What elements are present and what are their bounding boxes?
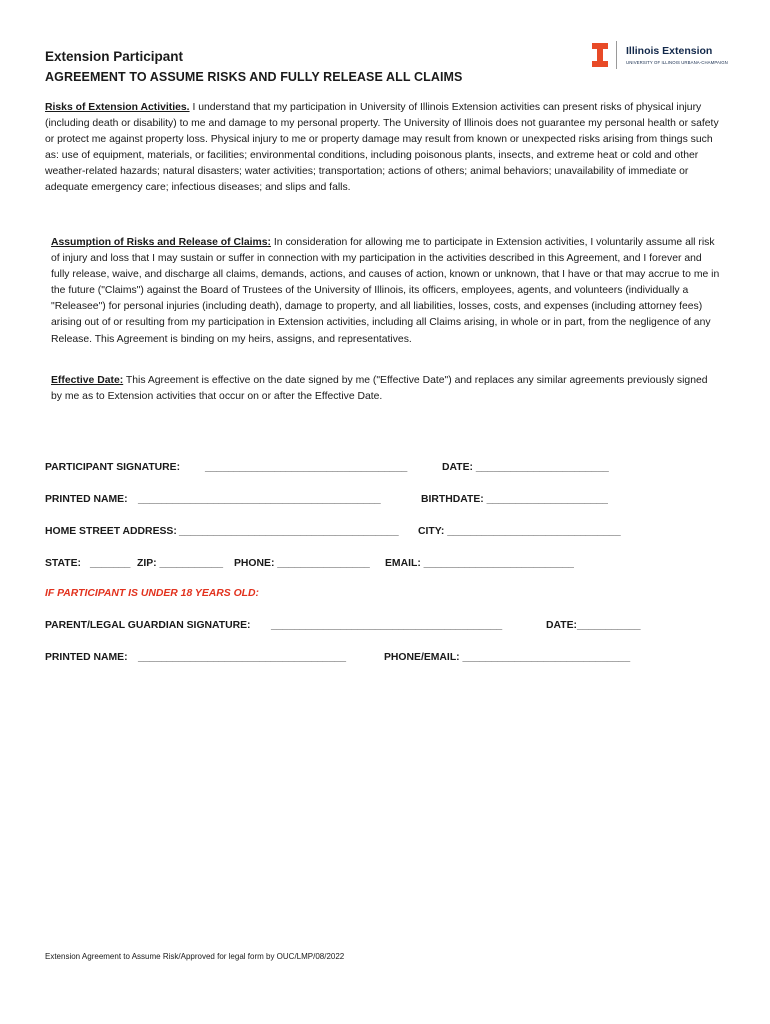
parent-date-field[interactable]: DATE:___________ bbox=[546, 620, 641, 631]
document-title bbox=[45, 48, 462, 86]
parent-printed-name-field[interactable]: ____________________________________ bbox=[138, 652, 347, 663]
title-line-2: AGREEMENT TO ASSUME RISKS AND FULLY RELEASE ALL CLAIMS bbox=[45, 70, 463, 84]
logo-divider bbox=[616, 41, 617, 69]
effective-date-label: Effective Date: bbox=[51, 375, 124, 386]
risks-paragraph bbox=[45, 100, 725, 197]
title-line-1: Extension Participant bbox=[45, 49, 184, 64]
logo-subline: UNIVERSITY OF ILLINOIS URBANA-CHAMPAIGN bbox=[626, 60, 728, 65]
state-field[interactable]: _______ bbox=[90, 558, 131, 569]
illinois-extension-logo bbox=[592, 41, 732, 71]
city-field[interactable]: CITY: ______________________________ bbox=[418, 526, 621, 537]
state-label: STATE: bbox=[45, 558, 81, 569]
risks-text: I understand that my participation in University of Illinois Extension activities can present risks of physical injury (including death or disability) to me and damage to my personal property. The University of Illinois does not guarantee my personal health or safety or protect me against property loss. Physical injury to me or property damage may result from known or unexpected risks arising from things such as: use of equipment, materials, or facilities; environmental conditions, including poisonous plants, insects, and extreme heat or cold and other weather-related hazards; natural disasters; water activities; transportation; actions of others; animal behaviors; unavailability of immediate or adequate emergency care; infectious diseases; and slips and falls. bbox=[45, 102, 719, 194]
email-field[interactable]: EMAIL: __________________________ bbox=[385, 558, 574, 569]
phone-field[interactable]: PHONE: ________________ bbox=[234, 558, 370, 569]
parent-phone-email-field[interactable]: PHONE/EMAIL: _____________________________ bbox=[384, 652, 631, 663]
assumption-paragraph bbox=[51, 235, 721, 348]
parent-signature-label: PARENT/LEGAL GUARDIAN SIGNATURE: bbox=[45, 620, 251, 631]
home-street-address-field[interactable]: ______________________________________ bbox=[179, 526, 399, 537]
parent-printed-name-label: PRINTED NAME: bbox=[45, 652, 128, 663]
participant-signature-field[interactable]: ___________________________________ bbox=[205, 462, 408, 473]
printed-name-label: PRINTED NAME: bbox=[45, 494, 128, 505]
printed-name-field[interactable]: __________________________________________ bbox=[138, 494, 381, 505]
block-i-icon bbox=[592, 43, 608, 67]
logo-wordmark: Illinois Extension bbox=[626, 45, 713, 57]
assumption-text: In consideration for allowing me to participate in Extension activities, I voluntarily assume all risk of injury and loss that I may sustain or suffer in connection with my participation in the activities described in this Agreement, and I forever and fully release, waive, and discharge all claims, demands, actions, and causes of action, known or unknown, that I have or that may accrue to me in the future ("Claims") against the Board of Trustees of the University of Illinois, its officers, employees, agents, and volunteers (individually a "Releasee") for personal injuries (including death), damage to property, and all liabilities, losses, costs, and expenses (including attorney fees) arising out of or resulting from my participation in Extension activities, including all Claims arising, in whole or in part, from the negligence of any Release. This Agreement is binding on my heirs, assigns, and representatives. bbox=[51, 237, 720, 345]
zip-field[interactable]: ZIP: ___________ bbox=[137, 558, 224, 569]
home-street-address-label: HOME STREET ADDRESS: bbox=[45, 526, 177, 537]
risks-label: Risks of Extension Activities. bbox=[45, 102, 190, 113]
date-field[interactable]: DATE: _______________________ bbox=[442, 462, 609, 473]
assumption-label: Assumption of Risks and Release of Claims: bbox=[51, 237, 271, 248]
parent-signature-field[interactable]: ________________________________________ bbox=[271, 620, 503, 631]
birthdate-field[interactable]: BIRTHDATE: _____________________ bbox=[421, 494, 608, 505]
participant-signature-label: PARTICIPANT SIGNATURE: bbox=[45, 462, 181, 473]
under-18-heading: IF PARTICIPANT IS UNDER 18 YEARS OLD: bbox=[45, 588, 259, 599]
effective-date-text: This Agreement is effective on the date signed by me ("Effective Date") and replaces any similar agreements previously signed by me as to Extension activities that occur on or after the Effective Date. bbox=[51, 375, 708, 403]
effective-date-paragraph bbox=[51, 373, 721, 405]
footer-note: Extension Agreement to Assume Risk/Approved for legal form by OUC/LMP/08/2022 bbox=[45, 952, 345, 961]
